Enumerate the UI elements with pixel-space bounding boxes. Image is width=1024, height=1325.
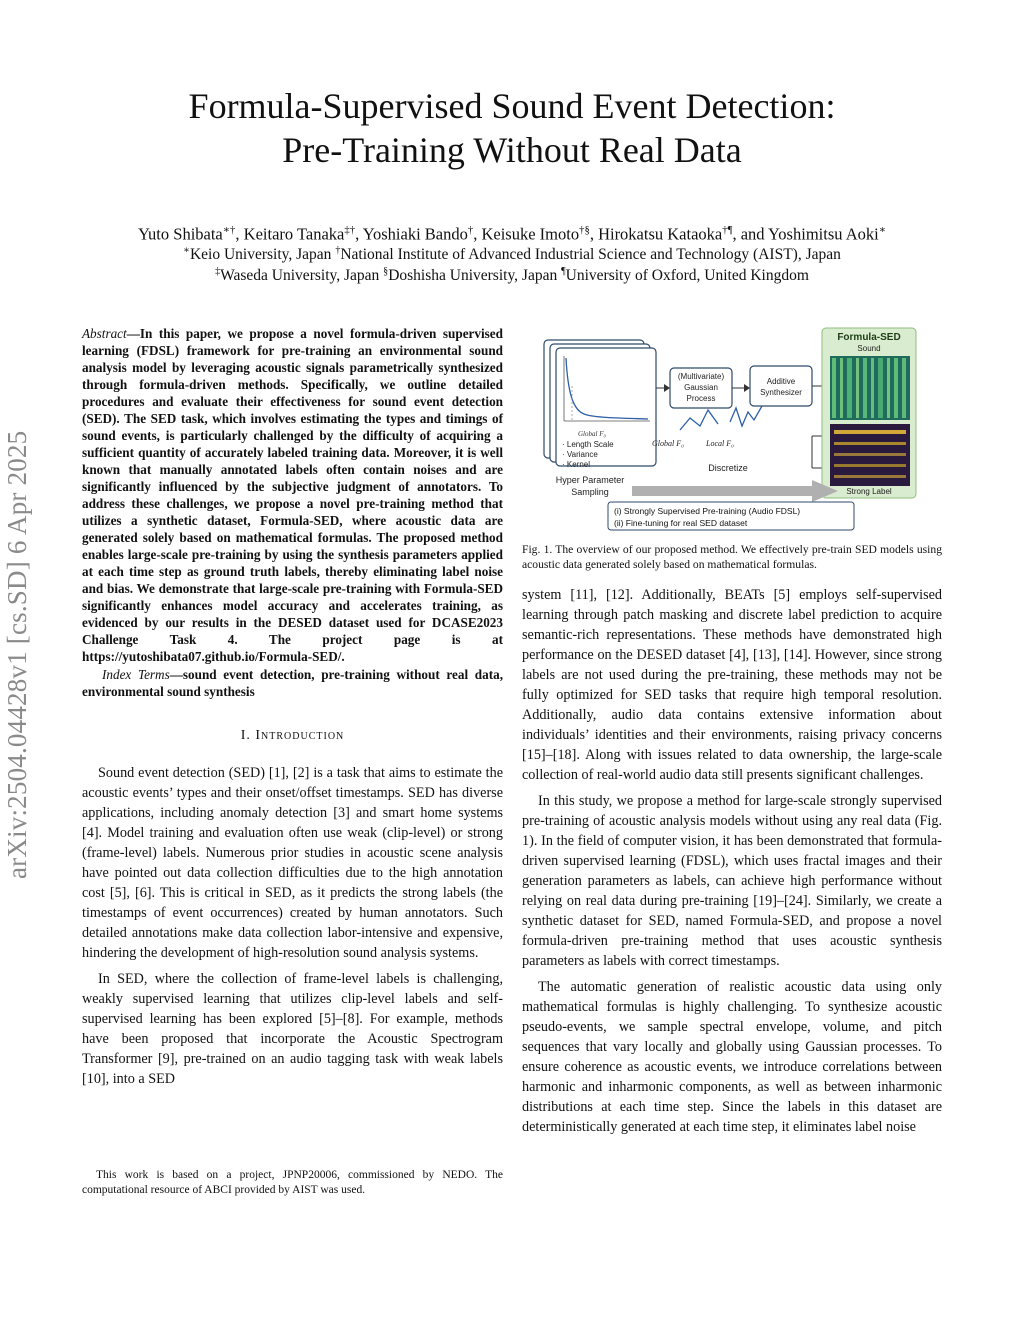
paragraph: In SED, where the collection of frame-level labels is challenging, weakly supervised learning that utilizes clip-level labels and self-supervised learning has been explored [5]–[8]. For example, methods have been proposed that incorporate the Acoustic Spectrogram Transformer [9], pre-trained on an audio tagging task with weak labels [10], into a SED — [82, 971, 503, 1087]
formula-sed-label: Formula-SED — [837, 332, 901, 343]
author-marks: ∗ — [878, 224, 887, 236]
author-name: Yoshiaki Bando — [362, 224, 468, 244]
figure-caption: Fig. 1. The overview of our proposed method. We effectively pre-train SED models using acoustic data generated solely based on mathematical formulas. — [522, 543, 942, 571]
affiliation: Waseda University, Japan — [220, 267, 384, 285]
author-marks: ∗† — [222, 224, 236, 236]
hyper-label-line: Hyper Parameter — [555, 475, 625, 485]
author-marks: †§ — [579, 224, 590, 236]
author-name: Keitaro Tanaka — [243, 224, 345, 244]
index-terms — [82, 666, 503, 700]
author-name: Yuto Shibata — [137, 224, 223, 244]
abstract — [82, 325, 503, 665]
author-name: Hirokatsu Kataoka — [598, 224, 723, 244]
index-terms-label: Index Terms — [102, 667, 170, 682]
affiliation: University of Oxford, United Kingdom — [565, 267, 809, 285]
section-numeral: I. — [240, 728, 251, 743]
sound-label: Sound — [857, 344, 881, 353]
section-heading — [82, 726, 503, 746]
affiliation: Doshisha University, Japan — [388, 267, 562, 285]
author-marks: † — [467, 224, 474, 236]
strong-label-image — [830, 424, 910, 486]
arxiv-identifier: arXiv:2504.04428v1 [cs.SD] 6 Apr 2025 — [2, 430, 32, 880]
spectrogram-image — [830, 356, 910, 420]
param-item: · Length Scale — [562, 440, 614, 449]
hyper-label-line: Sampling — [571, 487, 609, 497]
param-item: · Kernel — [562, 460, 591, 469]
footnote — [82, 1168, 503, 1198]
global-f0-box-label: Global F₀ — [578, 430, 606, 438]
author-name: Yoshimitsu Aoki — [768, 224, 879, 244]
footnote-text: This work is based on a project, JPNP20006, commissioned by NEDO. The computational resource of ABCI provided by AIST was used. — [82, 1169, 503, 1196]
affiliation-mark: † — [335, 245, 341, 256]
gp-label-line: Gaussian — [684, 383, 718, 392]
paragraph: Sound event detection (SED) [1], [2] is a task that aims to estimate the acoustic events’ types and their onset/offset timestamps. SED has diverse applications, including anomaly detection [3] and smart home systems [4]. Model training and evaluation often use weak (clip-level) or strong (frame-level) labels. Numerous prior studies in acoustic scene analysis have pointed out data collection difficulties due to the high annotation cost [5], [6]. This is critical in SED, as it predicts the strong labels (the timestamps of event occurrences) created by human annotators. Such detailed annotations make data collection labor-intensive and expensive, hindering the development of high-resolution sound analysis systems. — [82, 765, 503, 961]
affiliation: National Institute of Advanced Industrial Science and Technology (AIST), Japan — [340, 246, 841, 264]
paragraph: system [11], [12]. Additionally, BEATs [5] employs self-supervised learning through patch masking and discrete label prediction to acquire semantic-rich representations. These methods have demonstrated high performance on the DESED dataset [4], [13], [14]. However, since strong labels are not used during the pre-training, these methods may not be fully optimized for SED tasks that require high temporal resolution. Additionally, audio data contains extensive information about individuals’ identities and their environments, raising privacy concerns [15]–[18]. Along with issues related to data ownership, the large-scale collection of real-world audio data still presents significant challenges. — [522, 587, 942, 783]
affiliation-mark: § — [383, 266, 389, 277]
author-marks: ‡† — [344, 224, 356, 236]
index-terms-text: —sound event detection, pre-training without real data, environmental sound synthesis — [82, 667, 503, 699]
right-column — [522, 585, 942, 1137]
step-i: (i) Strongly Supervised Pre-training (Audio FDSL) — [614, 506, 801, 516]
overview-figure — [522, 326, 942, 534]
affiliations-line-1 — [60, 245, 964, 264]
paragraph: The automatic generation of realistic acoustic data using only mathematical formulas is highly challenging. To synthesize acoustic pseudo-events, we sample spectral envelope, volume, and pitch sequences that vary locally and globally using Gaussian processes. To ensure coherence as acoustic events, we introduce correlations between harmonic and inharmonic components, as well as between inharmonic distributions at each time step. Since the labels in this dataset are deterministically generated at each time step, it eliminates label noise — [522, 979, 942, 1135]
affiliation-mark: ∗ — [183, 245, 190, 256]
title-line-1: Formula-Supervised Sound Event Detection: — [188, 86, 836, 126]
author-and: and — [740, 224, 765, 244]
author-name: Keisuke Imoto — [481, 224, 580, 244]
abstract-label: Abstract — [82, 326, 127, 341]
abstract-text: —In this paper, we propose a novel formula-driven supervised learning (FDSL) framework for pre-training an environmental sound analysis model by leveraging acoustic signals parametrically synthesized through formula-driven methods. Specifically, we outline detailed procedures and evaluate their effectiveness for sound event detection (SED). The SED task, which involves estimating the types and timings of sound events, is particularly challenged by the difficulty of acquiring a sufficient quantity of accurately labeled training data. Moreover, it is well known that manually annotated labels often contain noises and are significantly influenced by the subjective judgment of annotators. To address these challenges, we propose a novel pre-training method that utilizes a synthetic dataset, Formula-SED, where acoustic data are generated solely based on mathematical formulas. The proposed method enables large-scale pre-training by using the synthesis parameters applied at each time step as ground truth labels, thereby eliminating label noise and bias. We demonstrate that large-scale pre-training with Formula-SED significantly enhances model accuracy and accelerates training, as evidenced by our results in the DESED dataset used for DCASE2023 Challenge Task 4. The project page is at https://yutoshibata07.github.io/Formula-SED/. — [82, 326, 503, 664]
affiliation-mark: ¶ — [561, 266, 566, 277]
additive-label-line: Synthesizer — [760, 388, 802, 397]
gp-label-line: (Multivariate) — [677, 372, 725, 381]
paragraph: In this study, we propose a method for large-scale strongly supervised pre-training of acoustic analysis models without using any real data (Fig. 1). In the field of computer vision, it has been demonstrated that formula-driven supervised learning (FDSL), which uses fractal images and their generation parameters as labels, can achieve high performance without relying on real data during pre-training [19]–[24]. Similarly, we create a synthetic dataset for SED, named Formula-SED, and propose a novel formula-driven pre-training method that uses acoustic synthesis parameters as labels with correct timestamps. — [522, 793, 942, 969]
param-item: · Variance — [562, 450, 598, 459]
step-ii: (ii) Fine-tuning for real SED dataset — [614, 518, 748, 528]
author-marks: †¶ — [722, 224, 733, 236]
affiliation-mark: ‡ — [215, 266, 221, 277]
global-f0-label: Global F₀ — [652, 439, 684, 448]
paper-title — [100, 84, 924, 172]
additive-label-line: Additive — [766, 377, 796, 386]
affiliation: Keio University, Japan — [189, 246, 336, 264]
left-column — [82, 325, 503, 1089]
gp-label-line: Process — [686, 394, 716, 403]
section-title: Introduction — [255, 728, 345, 743]
strong-label: Strong Label — [846, 487, 892, 496]
discretize-label: Discretize — [708, 463, 748, 473]
author-list: Yuto Shibata∗†, Keitaro Tanaka‡†, Yoshiaki Bando†, Keisuke Imoto†§, Hirokatsu Kataoka†¶, and Yoshimitsu Aoki∗ — [137, 224, 887, 244]
local-f0-label: Local F₀ — [706, 439, 734, 448]
title-line-2: Pre-Training Without Real Data — [282, 130, 742, 170]
affiliations-line-2 — [60, 266, 964, 285]
